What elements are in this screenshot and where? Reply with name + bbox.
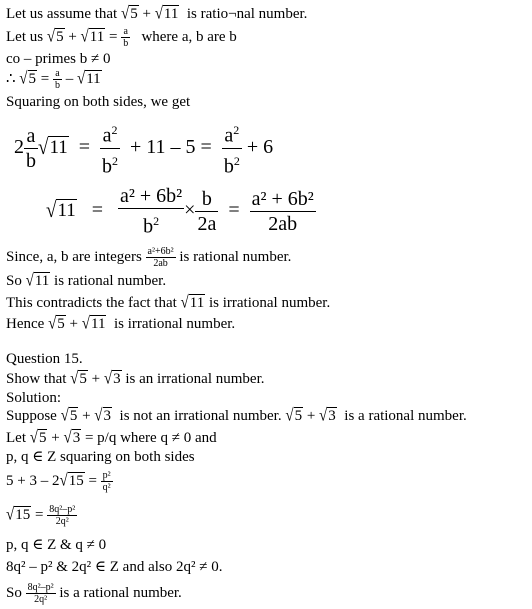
equation-sqrt11: √11 = $\frac{\text{a² + 6b²}}{b^2}$ × $\frac{b}{2a}$ = $\frac{\text{a² + 6b²}}{2ab}$: [46, 185, 314, 238]
sqrt-5: √5: [120, 4, 138, 24]
line-squaring: Squaring on both sides, we get: [6, 94, 191, 110]
line-contradicts: This contradicts the fact that √11 is irrational number.: [6, 293, 331, 313]
line-so-rational: So √11 is rational number.: [6, 271, 167, 291]
line-let-pq: Let √5 + √3 = p/q where q ≠ 0 and: [6, 428, 217, 448]
line-pq-in-z: p, q ∈ Z squaring on both sides: [6, 449, 195, 465]
question-heading: Question 15.: [6, 351, 83, 367]
line-let-us: Let us √5 + √11 = $\frac{a}{b}$ where a, b are b: [6, 26, 237, 49]
line-assume: Let us assume that √5 + √11 is ratio¬nal number.: [6, 4, 308, 24]
line-therefore: ∴ √5 = $\frac{a}{b}$ – √11: [6, 68, 101, 91]
fraction-a-over-b: $\frac{a}{b}$: [123, 26, 129, 49]
question-text: Show that √5 + √3 is an irrational number.: [6, 369, 265, 389]
solution-label: Solution:: [6, 390, 62, 406]
equation-squared: 2 $\frac{a}{b}$ √11 = $\frac{a^2}{b^2}$ + 11 – 5 = $\frac{a^2}{b^2}$ + 6: [14, 118, 273, 178]
line-hence: Hence √5 + √11 is irrational number.: [6, 314, 236, 334]
line-coprimes: co – primes b ≠ 0: [6, 51, 111, 67]
line-suppose: Suppose √5 + √3 is not an irrational number. √5 + √3 is a rational number.: [6, 406, 467, 426]
line-expand: 5 + 3 – 2√15 = $\frac{\text{p²}}{\text{q²}}$: [6, 470, 111, 493]
sqrt-11: √11: [154, 4, 179, 24]
line-sqrt15: √15 = $\frac{\text{8q²–p²}}{\text{2q²}}$: [6, 504, 76, 527]
line-8q2: 8q² – p² & 2q² ∈ Z and also 2q² ≠ 0.: [6, 559, 223, 575]
line-pq-z-q-nonzero: p, q ∈ Z & q ≠ 0: [6, 537, 107, 553]
line-since-integers: Since, a, b are integers $\frac{\text{a²+6b²}}{2ab}$ is rational number.: [6, 246, 292, 269]
line-so-final: So $\frac{\text{8q²–p²}}{\text{2q²}}$ is a rational number.: [6, 582, 182, 605]
